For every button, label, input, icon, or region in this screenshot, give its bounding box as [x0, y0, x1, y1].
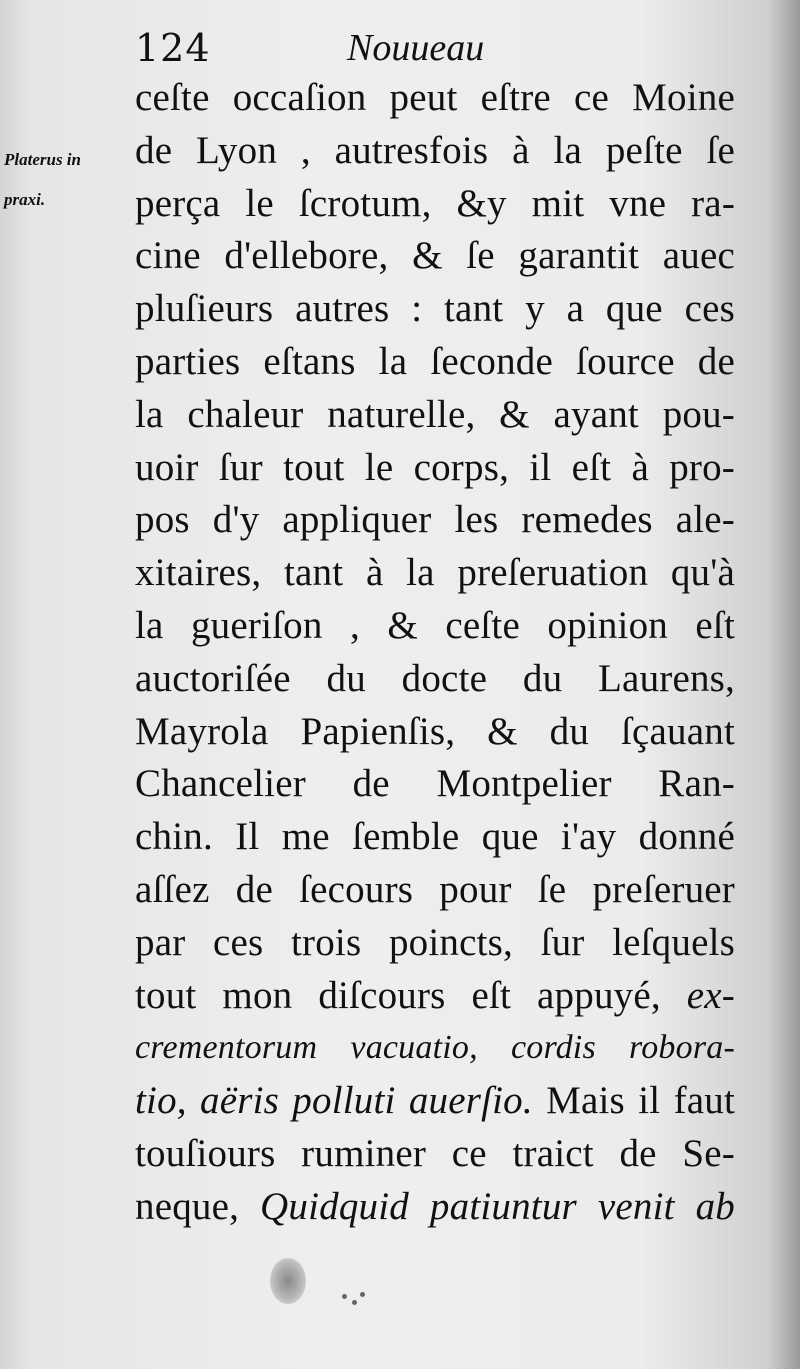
- italic-segment: ex-: [686, 973, 735, 1017]
- ink-smudge: [270, 1258, 306, 1304]
- text-line: Chancelier de Montpelier Ran-: [135, 762, 735, 806]
- text-line: chin. Il me ſemble que i'ay donné: [135, 815, 735, 859]
- running-head: [135, 22, 735, 74]
- body-text: [135, 72, 735, 1234]
- text-line: pluſieurs autres : tant y a que ces: [135, 287, 735, 331]
- text-line: ceſte occaſion peut eſtre ce Moine: [135, 76, 735, 119]
- text-line: cine d'ellebore, & ſe garantit auec: [135, 234, 735, 278]
- text-line: [135, 1181, 735, 1234]
- italic-segment: tio, aëris polluti auerſio.: [135, 1079, 533, 1123]
- margin-note-line: praxi.: [4, 190, 46, 209]
- margin-note: [4, 140, 144, 220]
- ink-specks: [340, 1290, 370, 1310]
- text-line: parties eſtans la ſeconde ſource de: [135, 339, 735, 383]
- text-line: par ces trois poincts, ſur leſquels: [135, 920, 735, 964]
- text-line: auctoriſée du docte du Laurens,: [135, 656, 735, 700]
- roman-segment: neque,: [135, 1184, 261, 1228]
- text-line: uoir ſur tout le corps, il eſt à pro-: [135, 445, 735, 489]
- text-line: de Lyon , autresfois à la peſte ſe: [135, 128, 735, 172]
- text-line: Mayrola Papienſis, & du ſçauant: [135, 709, 735, 753]
- running-title: Nouueau: [347, 27, 485, 69]
- roman-segment: Mais il faut: [532, 1079, 736, 1123]
- text-line: xitaires, tant à la preſeruation qu'à: [135, 551, 735, 595]
- text-line: aſſez de ſecours pour ſe preſeruer: [135, 867, 735, 911]
- italic-segment: crementorum vacuatio, cordis robora-: [135, 1029, 735, 1067]
- text-line: touſiours ruminer ce traict de Se-: [135, 1131, 735, 1175]
- roman-segment: tout mon diſcours eſt appuyé,: [135, 973, 687, 1017]
- text-line: la gueriſon , & ceſte opinion eſt: [135, 603, 735, 647]
- text-line: perça le ſcrotum, &y mit vne ra-: [135, 181, 735, 225]
- text-line: la chaleur naturelle, & ayant pou-: [135, 392, 735, 436]
- italic-segment: Quidquid patiuntur venit ab: [260, 1184, 735, 1228]
- text-line: [135, 970, 735, 1023]
- text-line: [135, 1022, 735, 1075]
- margin-note-line: Platerus in: [4, 150, 81, 169]
- text-line: pos d'y appliquer les remedes ale-: [135, 498, 735, 542]
- text-line: [135, 1075, 735, 1128]
- page-number: 124: [135, 26, 211, 70]
